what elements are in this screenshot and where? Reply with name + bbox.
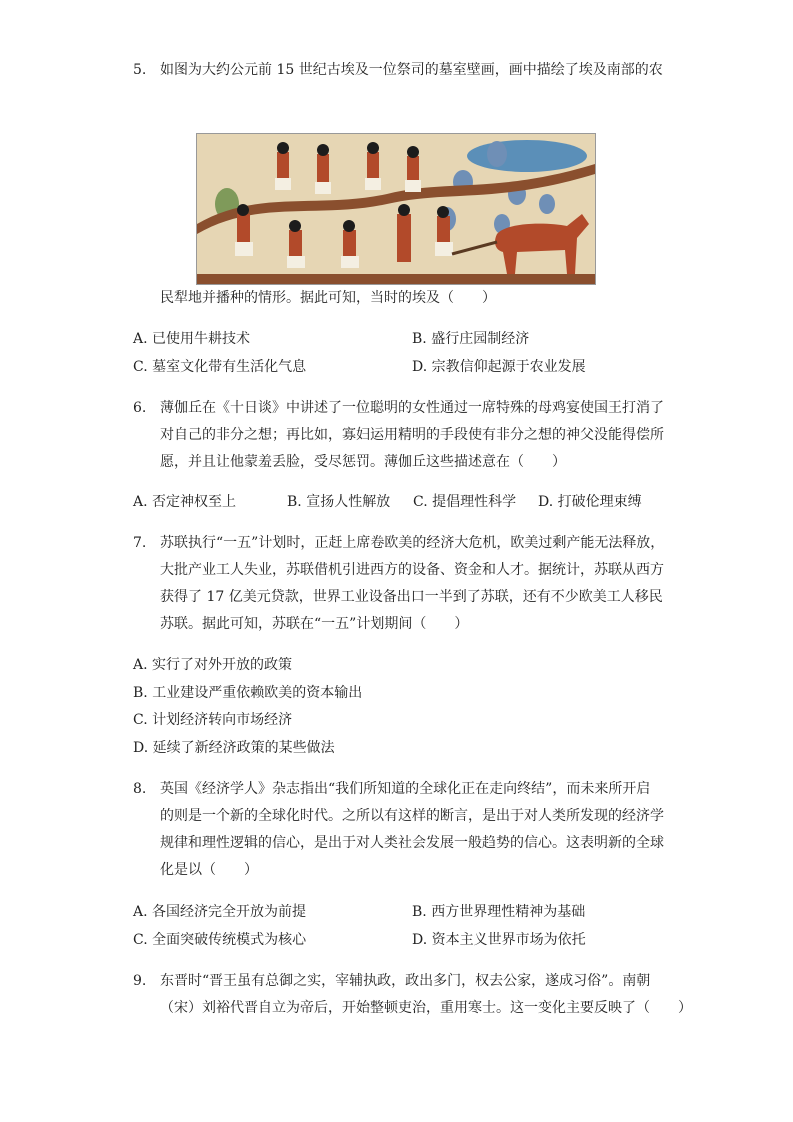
q7-number: 7. [133, 535, 147, 551]
q5-option-b[interactable]: B. 盛行庄园制经济 [412, 331, 530, 347]
q5-option-a[interactable]: A. 已使用牛耕技术 [133, 331, 251, 347]
q5-stem-line1: 如图为大约公元前 15 世纪古埃及一位祭司的墓室壁画，画中描绘了埃及南部的农 [160, 62, 663, 78]
q7-option-b[interactable]: B. 工业建设严重依赖欧美的资本输出 [133, 685, 363, 701]
q8-stem-line3: 规律和理性逻辑的信心，是出于对人类社会发展一般趋势的信心。这表明新的全球 [160, 835, 664, 851]
q7-stem-line1: 苏联执行“一五”计划时，正赶上席卷欧美的经济大危机，欧美过剩产能无法释放， [160, 535, 665, 551]
q8-number: 8. [133, 781, 147, 797]
q8-stem-line2: 的则是一个新的全球化时代。之所以有这样的断言，是出于对人类所发现的经济学 [160, 808, 664, 824]
q8-option-c[interactable]: C. 全面突破传统模式为核心 [133, 932, 307, 948]
q9-stem-line1: 东晋时“晋王虽有总御之实，宰辅执政，政出多门，权去公家，遂成习俗”。南朝 [160, 973, 651, 989]
q8-option-d[interactable]: D. 资本主义世界市场为依托 [412, 932, 586, 948]
q7-stem-line2: 大批产业工人失业，苏联借机引进西方的设备、资金和人才。据统计，苏联从西方 [160, 562, 664, 578]
q5-option-d[interactable]: D. 宗教信仰起源于农业发展 [412, 359, 586, 375]
q5-stem-line2: 民犁地并播种的情形。据此可知，当时的埃及（ ） [160, 290, 496, 306]
q5-number: 5. [133, 62, 147, 78]
q7-stem-line3: 获得了 17 亿美元贷款，世界工业设备出口一半到了苏联，还有不少欧美工人移民 [160, 589, 663, 605]
q9-stem-line2: （宋）刘裕代晋自立为帝后，开始整顿吏治，重用寒士。这一变化主要反映了（ ） [160, 1000, 692, 1016]
q7-option-c[interactable]: C. 计划经济转向市场经济 [133, 712, 293, 728]
egyptian-tomb-mural-image [196, 133, 596, 285]
q9-number: 9. [133, 973, 147, 989]
q7-option-d[interactable]: D. 延续了新经济政策的某些做法 [133, 740, 335, 756]
q7-stem-line4: 苏联。据此可知，苏联在“一五”计划期间（ ） [160, 616, 469, 632]
q8-option-a[interactable]: A. 各国经济完全开放为前提 [133, 904, 307, 920]
q8-stem-line1: 英国《经济学人》杂志指出“我们所知道的全球化正在走向终结”，而未来所开启 [160, 781, 651, 797]
q8-stem-line4: 化是以（ ） [160, 862, 258, 878]
q5-option-c[interactable]: C. 墓室文化带有生活化气息 [133, 359, 307, 375]
q7-option-a[interactable]: A. 实行了对外开放的政策 [133, 657, 293, 673]
q6-option-b[interactable]: B. 宣扬人性解放 [287, 494, 391, 510]
q6-option-a[interactable]: A. 否定神权至上 [133, 494, 237, 510]
q6-stem-line3: 愿，并且让他蒙羞丢脸，受尽惩罚。薄伽丘这些描述意在（ ） [160, 454, 566, 470]
mural-illustration [197, 134, 595, 284]
q6-stem-line2: 对自己的非分之想；再比如，寡妇运用精明的手段使有非分之想的神父没能得偿所 [160, 427, 664, 443]
q6-option-c[interactable]: C. 提倡理性科学 [413, 494, 517, 510]
q6-number: 6. [133, 400, 147, 416]
q6-stem-line1: 薄伽丘在《十日谈》中讲述了一位聪明的女性通过一席特殊的母鸡宴使国王打消了 [160, 400, 664, 416]
q8-option-b[interactable]: B. 西方世界理性精神为基础 [412, 904, 586, 920]
q6-option-d[interactable]: D. 打破伦理束缚 [538, 494, 642, 510]
